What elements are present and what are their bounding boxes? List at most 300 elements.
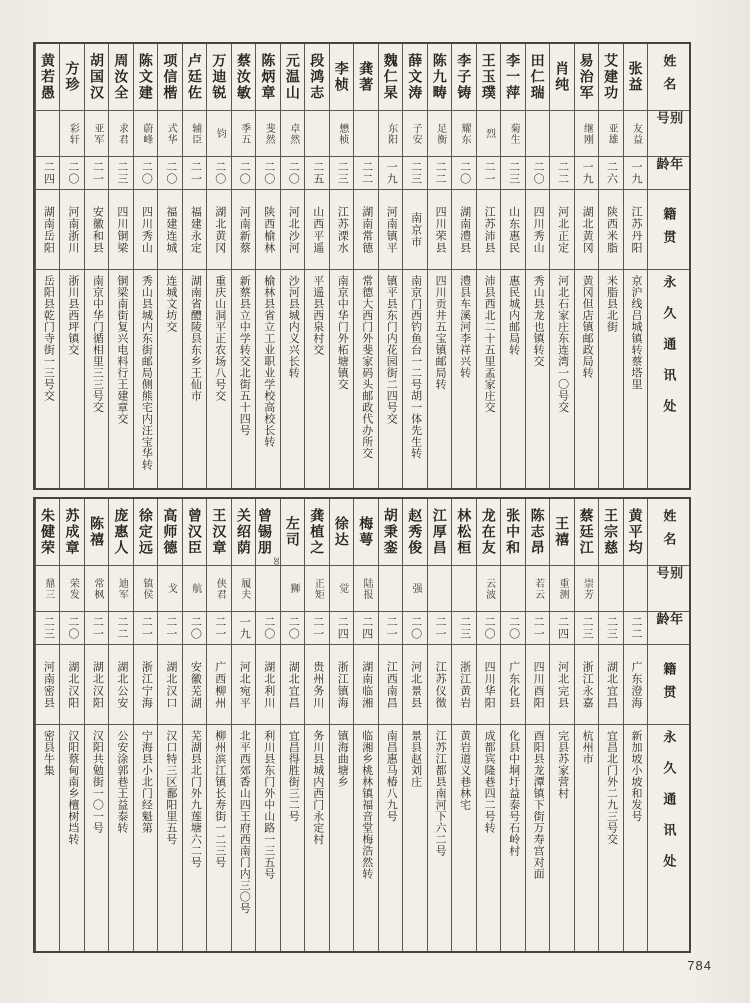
address-cell bbox=[599, 269, 622, 488]
header-name-label: 姓名 bbox=[661, 54, 677, 100]
name-cell-text: 陈九畴 bbox=[431, 53, 448, 101]
person-column bbox=[451, 499, 475, 951]
age-cell bbox=[452, 611, 475, 644]
alias-cell bbox=[330, 565, 353, 611]
age-cell-text: 二〇 bbox=[66, 161, 79, 185]
address-cell-text: 连城文坊交 bbox=[164, 275, 177, 333]
name-cell bbox=[599, 44, 622, 110]
name-cell-text: 黄若愚 bbox=[39, 53, 56, 101]
name-cell bbox=[305, 44, 328, 110]
native-place-cell-text: 四川秀山 bbox=[140, 205, 153, 254]
name-cell bbox=[403, 44, 426, 110]
name-cell-text: 卢廷佐 bbox=[186, 53, 203, 101]
name-cell bbox=[256, 44, 279, 110]
address-cell-text: 柳州滨江镇长寿街一二三号 bbox=[213, 730, 226, 868]
address-cell bbox=[452, 724, 475, 951]
person-column bbox=[598, 44, 622, 488]
address-cell bbox=[403, 269, 426, 488]
age-cell-text: 二三 bbox=[336, 161, 349, 185]
age-cell-text: 二〇 bbox=[262, 161, 275, 185]
name-cell-text: 胡秉銮 bbox=[382, 508, 399, 556]
age-cell-text: 二三 bbox=[581, 616, 594, 640]
age-cell bbox=[379, 156, 402, 189]
native-place-cell-text: 福建永定 bbox=[189, 205, 202, 254]
native-place-cell-text: 湖南澧县 bbox=[458, 205, 471, 254]
native-place-cell bbox=[599, 189, 622, 269]
person-column bbox=[59, 499, 83, 951]
alias-cell bbox=[477, 110, 500, 156]
alias-cell-text: 彩轩 bbox=[67, 122, 79, 145]
alias-cell-text: 航 bbox=[189, 583, 201, 594]
address-cell bbox=[134, 724, 157, 951]
age-cell-text: 二〇 bbox=[66, 616, 79, 640]
native-place-cell-text: 湖北宜昌 bbox=[605, 660, 618, 709]
name-cell bbox=[232, 44, 255, 110]
alias-cell bbox=[330, 110, 353, 156]
address-cell bbox=[526, 269, 549, 488]
alias-cell-text: 陆报 bbox=[361, 577, 373, 600]
name-cell bbox=[354, 499, 377, 565]
name-cell-text: 易治军 bbox=[578, 53, 595, 101]
native-place-cell-text: 河北宛平 bbox=[238, 660, 251, 709]
age-cell-text: 二〇 bbox=[287, 161, 300, 185]
name-cell-text: 肖纯 bbox=[554, 61, 571, 93]
address-cell bbox=[109, 724, 132, 951]
native-place-cell bbox=[207, 644, 230, 724]
native-place-cell-text: 江西南昌 bbox=[385, 660, 398, 709]
person-column bbox=[476, 44, 500, 488]
name-cell-text: 梅萼 bbox=[358, 516, 375, 548]
alias-cell-text: 钧 bbox=[214, 128, 226, 139]
alias-cell-text: 云波 bbox=[483, 577, 495, 600]
address-cell bbox=[575, 269, 598, 488]
address-cell bbox=[207, 724, 230, 951]
person-column bbox=[476, 499, 500, 951]
alias-cell bbox=[403, 110, 426, 156]
age-cell-text: 二〇 bbox=[189, 616, 202, 640]
age-cell bbox=[207, 156, 230, 189]
alias-cell bbox=[624, 565, 647, 611]
age-cell-text: 二三 bbox=[42, 616, 55, 640]
age-cell bbox=[85, 156, 108, 189]
age-cell bbox=[428, 611, 451, 644]
address-cell-text: 新蔡县立中学转交北街五十四号 bbox=[238, 275, 251, 436]
alias-cell-text: 继刚 bbox=[581, 122, 593, 145]
name-cell-text: 江厚昌 bbox=[431, 508, 448, 556]
table-header-column bbox=[647, 499, 689, 951]
directory-table-top bbox=[33, 42, 691, 490]
address-cell bbox=[428, 269, 451, 488]
age-cell-text: 二四 bbox=[360, 616, 373, 640]
name-cell-text: 万迪锐 bbox=[211, 53, 228, 101]
age-cell-text: 二〇 bbox=[409, 616, 422, 640]
name-cell bbox=[158, 499, 181, 565]
alias-cell-text: 东阳 bbox=[385, 122, 397, 145]
name-cell-text: 龚植之 bbox=[309, 508, 326, 556]
address-cell-text: 镇海曲塘乡 bbox=[336, 730, 349, 788]
alias-cell bbox=[379, 110, 402, 156]
age-cell bbox=[207, 611, 230, 644]
alias-cell bbox=[207, 110, 230, 156]
age-cell bbox=[232, 611, 255, 644]
native-place-cell bbox=[550, 189, 573, 269]
age-cell bbox=[330, 156, 353, 189]
header-address-cell bbox=[648, 724, 689, 951]
alias-cell-text: 斐然 bbox=[263, 122, 275, 145]
alias-cell bbox=[624, 110, 647, 156]
native-place-cell bbox=[158, 644, 181, 724]
address-cell-text: 沙河县城内义兴长转 bbox=[287, 275, 300, 379]
alias-cell bbox=[379, 565, 402, 611]
native-place-cell bbox=[183, 189, 206, 269]
address-cell-text: 平遥县西泉村交 bbox=[311, 275, 324, 356]
header-alias-cell bbox=[648, 565, 689, 611]
person-column bbox=[35, 44, 59, 488]
alias-cell bbox=[109, 110, 132, 156]
age-cell bbox=[575, 611, 598, 644]
person-column bbox=[182, 499, 206, 951]
header-alias-label: 别号 bbox=[654, 566, 684, 589]
address-cell bbox=[452, 269, 475, 488]
age-cell-text: 二四 bbox=[42, 161, 55, 185]
native-place-cell-text: 湖南岳阳 bbox=[42, 205, 55, 254]
address-cell bbox=[109, 269, 132, 488]
alias-cell-text: 亚军 bbox=[91, 122, 103, 145]
address-cell bbox=[354, 724, 377, 951]
native-place-cell bbox=[281, 644, 304, 724]
header-native-label: 籍贯 bbox=[661, 206, 677, 253]
address-cell-text: 密县牛集 bbox=[42, 730, 55, 776]
person-column bbox=[255, 499, 279, 951]
name-cell-text: 曾汉臣 bbox=[186, 508, 203, 556]
native-place-cell bbox=[256, 644, 279, 724]
address-cell-text: 常德大西门外斐家码头邮政代办所交 bbox=[360, 275, 373, 459]
address-cell bbox=[501, 724, 524, 951]
alias-cell bbox=[501, 110, 524, 156]
age-cell-text: 二一 bbox=[91, 161, 104, 185]
name-cell bbox=[109, 499, 132, 565]
native-place-cell-text: 河南镇平 bbox=[385, 205, 398, 254]
name-cell bbox=[452, 499, 475, 565]
person-column bbox=[500, 44, 524, 488]
age-cell-text: 二〇 bbox=[140, 161, 153, 185]
header-name-cell bbox=[648, 44, 689, 110]
address-cell bbox=[232, 269, 255, 488]
address-cell-text: 化县中垌圩益泰号石岭村 bbox=[507, 730, 520, 857]
address-cell bbox=[281, 724, 304, 951]
header-age-cell bbox=[648, 156, 689, 189]
address-cell-text: 南京门西钓鱼台一二号胡一体先生转 bbox=[409, 275, 422, 459]
person-column bbox=[402, 499, 426, 951]
alias-cell bbox=[60, 565, 83, 611]
name-cell-text: 关绍荫 bbox=[235, 508, 252, 556]
name-cell-text: 高师德 bbox=[162, 508, 179, 556]
native-place-cell bbox=[379, 644, 402, 724]
address-cell-text: 宜昌得胜街三二号 bbox=[287, 730, 300, 822]
name-cell-text: 胡国汉 bbox=[88, 53, 105, 101]
address-cell bbox=[599, 724, 622, 951]
name-cell bbox=[36, 44, 59, 110]
native-place-cell bbox=[305, 644, 328, 724]
name-cell bbox=[575, 44, 598, 110]
native-place-cell-text: 湖北汉阳 bbox=[66, 660, 79, 709]
address-cell-text: 汉阳共勉街一〇一号 bbox=[91, 730, 104, 834]
header-age-label: 年龄 bbox=[654, 612, 684, 635]
age-cell bbox=[599, 611, 622, 644]
person-column bbox=[451, 44, 475, 488]
alias-cell-text: 常枫 bbox=[91, 577, 103, 600]
native-place-cell-text: 广东澄海 bbox=[630, 660, 643, 709]
address-cell-text: 汉口特三区鄱阳里五号 bbox=[164, 730, 177, 845]
native-place-cell bbox=[60, 644, 83, 724]
age-cell bbox=[60, 611, 83, 644]
native-place-cell-text: 四川秀山 bbox=[532, 205, 545, 254]
age-cell bbox=[281, 156, 304, 189]
age-cell bbox=[305, 611, 328, 644]
age-cell-text: 一九 bbox=[385, 161, 398, 185]
native-place-cell bbox=[379, 189, 402, 269]
native-place-cell-text: 陕西米脂 bbox=[605, 205, 618, 254]
native-place-cell bbox=[599, 644, 622, 724]
age-cell bbox=[501, 611, 524, 644]
alias-cell bbox=[158, 565, 181, 611]
address-cell bbox=[330, 269, 353, 488]
address-cell bbox=[36, 724, 59, 951]
native-place-cell-text: 安徽和县 bbox=[91, 205, 104, 254]
age-cell bbox=[403, 156, 426, 189]
native-place-cell bbox=[624, 644, 647, 724]
person-column bbox=[402, 44, 426, 488]
address-cell bbox=[575, 724, 598, 951]
name-cell bbox=[183, 44, 206, 110]
alias-cell-text: 足衡 bbox=[434, 122, 446, 145]
age-cell bbox=[134, 611, 157, 644]
name-cell bbox=[256, 499, 279, 565]
age-cell-text: 二一 bbox=[532, 616, 545, 640]
age-cell-text: 一九 bbox=[581, 161, 594, 185]
name-cell-text: 张中和 bbox=[505, 508, 522, 556]
age-cell-text: 二〇 bbox=[213, 161, 226, 185]
age-cell-text: 二一 bbox=[213, 616, 226, 640]
address-cell bbox=[477, 269, 500, 488]
name-cell-text: 林松桓 bbox=[456, 508, 473, 556]
person-column bbox=[304, 44, 328, 488]
alias-cell-text: 重测 bbox=[557, 577, 569, 600]
name-cell-text: 薛文涛 bbox=[407, 53, 424, 101]
address-cell bbox=[550, 724, 573, 951]
name-cell-text: 王汉章 bbox=[211, 508, 228, 556]
age-cell-text: 二一 bbox=[189, 161, 202, 185]
native-place-cell-text: 江苏沛县 bbox=[483, 205, 496, 254]
native-place-cell-text: 江苏溧水 bbox=[336, 205, 349, 254]
address-cell-text: 岳阳县乾门寺街一三号交 bbox=[42, 275, 55, 402]
name-cell bbox=[305, 499, 328, 565]
native-place-cell-text: 湖北黄冈 bbox=[581, 205, 594, 254]
alias-cell-text: 式华 bbox=[165, 122, 177, 145]
name-cell bbox=[526, 499, 549, 565]
native-place-cell bbox=[134, 644, 157, 724]
native-place-cell bbox=[281, 189, 304, 269]
alias-cell bbox=[550, 110, 573, 156]
native-place-cell bbox=[256, 189, 279, 269]
native-place-cell bbox=[134, 189, 157, 269]
age-cell-text: 二四 bbox=[556, 616, 569, 640]
person-column bbox=[427, 499, 451, 951]
name-cell-text: 李桢 bbox=[333, 61, 350, 93]
age-cell-text: 二一 bbox=[483, 161, 496, 185]
native-place-cell bbox=[109, 189, 132, 269]
native-place-cell bbox=[354, 189, 377, 269]
person-column bbox=[133, 44, 157, 488]
native-place-cell bbox=[354, 644, 377, 724]
native-place-cell-text: 江苏丹阳 bbox=[630, 205, 643, 254]
age-cell bbox=[158, 156, 181, 189]
name-cell-text: 陈炳章 bbox=[260, 53, 277, 101]
person-column bbox=[84, 44, 108, 488]
name-cell bbox=[207, 499, 230, 565]
header-native-cell bbox=[648, 189, 689, 269]
alias-cell-text: 烈 bbox=[483, 128, 495, 139]
native-place-cell-text: 四川华阳 bbox=[483, 660, 496, 709]
age-cell-text: 二〇 bbox=[262, 616, 275, 640]
alias-cell bbox=[281, 110, 304, 156]
age-cell bbox=[256, 156, 279, 189]
alias-cell bbox=[477, 565, 500, 611]
name-cell-text: 陈志昂 bbox=[529, 508, 546, 556]
person-column bbox=[133, 499, 157, 951]
native-place-cell bbox=[526, 189, 549, 269]
age-cell bbox=[36, 156, 59, 189]
alias-cell-text: 耀东 bbox=[459, 122, 471, 145]
name-cell-text: 段鸿志 bbox=[309, 53, 326, 101]
age-cell-text: 二〇 bbox=[164, 161, 177, 185]
alias-cell bbox=[526, 565, 549, 611]
address-cell-text: 惠民城内邮局转 bbox=[507, 275, 520, 356]
alias-cell-text: 季五 bbox=[238, 122, 250, 145]
native-place-cell bbox=[36, 189, 59, 269]
name-cell-text: 艾建功 bbox=[603, 53, 620, 101]
age-cell-text: 二〇 bbox=[458, 161, 471, 185]
native-place-cell bbox=[477, 189, 500, 269]
person-column bbox=[304, 499, 328, 951]
alias-cell-text: 菊生 bbox=[508, 122, 520, 145]
alias-cell bbox=[526, 110, 549, 156]
name-cell bbox=[550, 44, 573, 110]
address-cell-text: 完县苏家营村 bbox=[556, 730, 569, 799]
alias-cell bbox=[109, 565, 132, 611]
name-cell bbox=[599, 499, 622, 565]
native-place-cell bbox=[575, 644, 598, 724]
alias-cell bbox=[85, 565, 108, 611]
age-cell-text: 二一 bbox=[311, 616, 324, 640]
address-cell bbox=[501, 269, 524, 488]
address-cell-text: 秀山县城内东街邮局侧熊宅内汪宝华转 bbox=[140, 275, 153, 471]
name-cell-text: 徐定远 bbox=[137, 508, 154, 556]
alias-cell-text: 强 bbox=[410, 583, 422, 594]
alias-cell bbox=[575, 565, 598, 611]
alias-cell-text: 迪军 bbox=[116, 577, 128, 600]
age-cell bbox=[60, 156, 83, 189]
age-cell bbox=[403, 611, 426, 644]
alias-cell bbox=[452, 110, 475, 156]
name-cell bbox=[477, 44, 500, 110]
name-cell bbox=[624, 499, 647, 565]
age-cell-text: 二一 bbox=[434, 616, 447, 640]
address-cell-text: 沛县西北二十五里孟家庄交 bbox=[483, 275, 496, 413]
name-cell bbox=[624, 44, 647, 110]
name-cell bbox=[403, 499, 426, 565]
person-column bbox=[378, 499, 402, 951]
alias-cell bbox=[256, 110, 279, 156]
person-column bbox=[623, 44, 647, 488]
address-cell bbox=[305, 724, 328, 951]
alias-cell-text: 求君 bbox=[116, 122, 128, 145]
age-cell bbox=[526, 611, 549, 644]
native-place-cell-text: 浙江黄岩 bbox=[458, 660, 471, 709]
address-cell bbox=[207, 269, 230, 488]
age-cell-text: 二三 bbox=[458, 616, 471, 640]
age-cell-text: 二二 bbox=[115, 616, 128, 640]
address-cell-text: 成都宾隆巷四二号转 bbox=[483, 730, 496, 834]
alias-cell bbox=[599, 110, 622, 156]
person-column bbox=[549, 499, 573, 951]
name-cell bbox=[501, 44, 524, 110]
age-cell-text: 二三 bbox=[115, 161, 128, 185]
address-cell bbox=[550, 269, 573, 488]
address-cell-text: 澧县车溪河李祥兴转 bbox=[458, 275, 471, 379]
name-cell bbox=[281, 499, 304, 565]
name-cell bbox=[85, 44, 108, 110]
address-cell-text: 重庆山洞平正农场八号交 bbox=[213, 275, 226, 402]
age-cell-text: 二四 bbox=[336, 616, 349, 640]
person-column bbox=[353, 499, 377, 951]
address-cell-text: 秀山县龙也镇转交 bbox=[532, 275, 545, 367]
name-cell-text: 陈禧 bbox=[88, 516, 105, 548]
native-place-cell-text: 山东惠民 bbox=[507, 205, 520, 254]
address-cell bbox=[60, 724, 83, 951]
alias-cell bbox=[207, 565, 230, 611]
address-cell bbox=[85, 269, 108, 488]
table-header-column bbox=[647, 44, 689, 488]
alias-cell bbox=[158, 110, 181, 156]
address-cell-text: 榆林县省立工业职业学校高校长转 bbox=[262, 275, 275, 448]
person-column bbox=[574, 499, 598, 951]
address-cell-text: 新加坡小坡和发号 bbox=[630, 730, 643, 822]
age-cell-text: 二二 bbox=[630, 616, 643, 640]
person-column bbox=[623, 499, 647, 951]
native-place-cell bbox=[232, 189, 255, 269]
name-cell-text: 王宗慈 bbox=[603, 508, 620, 556]
person-column bbox=[598, 499, 622, 951]
native-place-cell-text: 湖北黄冈 bbox=[213, 205, 226, 254]
age-cell bbox=[624, 156, 647, 189]
alias-cell bbox=[281, 565, 304, 611]
address-cell-text: 米脂县北街 bbox=[605, 275, 618, 333]
address-cell bbox=[526, 724, 549, 951]
person-column bbox=[574, 44, 598, 488]
alias-cell-text: 镇侯 bbox=[140, 577, 152, 600]
age-cell-text: 二〇 bbox=[483, 616, 496, 640]
alias-cell bbox=[501, 565, 524, 611]
age-cell bbox=[109, 156, 132, 189]
person-column bbox=[525, 44, 549, 488]
name-cell-text: 李子铸 bbox=[456, 53, 473, 101]
address-cell bbox=[379, 724, 402, 951]
name-cell bbox=[428, 499, 451, 565]
person-column bbox=[157, 499, 181, 951]
age-cell-text: 二三 bbox=[507, 161, 520, 185]
age-cell bbox=[428, 156, 451, 189]
